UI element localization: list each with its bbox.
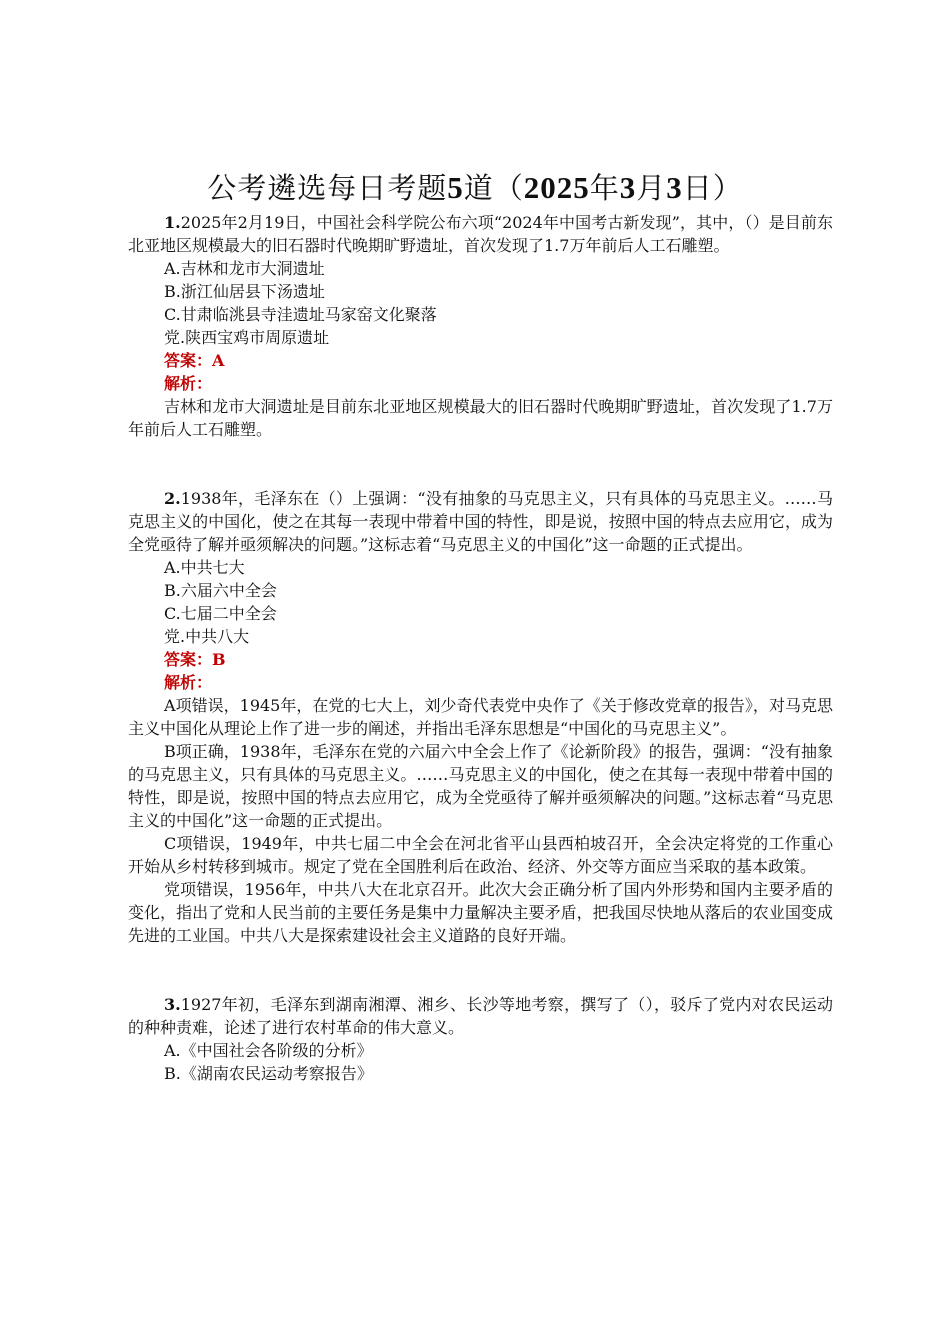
title-nian: 年 [589, 171, 620, 205]
question-3 [128, 993, 833, 1085]
option-a: A.中共七大 [164, 558, 245, 577]
option-c: C.七届二中全会 [164, 604, 277, 623]
title-suffix: 日） [682, 171, 743, 205]
question-text: 1927年初，毛泽东到湖南湘潭、湘乡、长沙等地考察，撰写了（），驳斥了党内对农民运动的种种责难，论述了进行农村革命的伟大意义。 [128, 995, 833, 1037]
question-text: 2025年2月19日，中国社会科学院公布六项“2024年中国考古新发现”，其中，（）是目前东北亚地区规模最大的旧石器时代晚期旷野遗址，首次发现了1.7万年前后人工石雕塑。 [128, 213, 833, 255]
page-title [0, 168, 950, 208]
question-stem [128, 211, 833, 257]
question-number: 3. [164, 995, 181, 1014]
option-c: C.甘肃临洮县寺洼遗址马家窑文化聚落 [164, 305, 437, 324]
title-prefix: 公考遴选每日考题 [207, 171, 448, 205]
analysis-paragraph: A项错误，1945年，在党的七大上，刘少奇代表党中央作了《关于修改党章的报告》，对马克思主义中国化从理论上作了进一步的阐述，并指出毛泽东思想是“中国化的马克思主义”。 [128, 696, 833, 738]
questions-body [128, 211, 833, 1085]
question-number: 2. [164, 489, 181, 508]
answer-label: 答案：B [164, 650, 226, 669]
question-text: 1938年，毛泽东在（）上强调：“没有抽象的马克思主义，只有具体的马克思主义。……马克思主义的中国化，使之在其每一表现中带着中国的特性，即是说，按照中国的特点去应用它，成为全党亟待了解并亟须解决的问题。”这标志着“马克思主义的中国化”这一命题的正式提出。 [128, 489, 833, 554]
title-month: 3 [619, 170, 637, 205]
analysis-paragraph: 吉林和龙市大洞遗址是目前东北亚地区规模最大的旧石器时代晚期旷野遗址，首次发现了1.7万年前后人工石雕塑。 [128, 397, 833, 439]
title-year: 2025 [523, 170, 590, 205]
option-d: 党.中共八大 [164, 627, 250, 646]
analysis-label: 解析： [164, 673, 213, 692]
option-b: B.《湖南农民运动考察报告》 [164, 1064, 373, 1083]
analysis-label: 解析： [164, 374, 213, 393]
question-stem [128, 487, 833, 556]
analysis-paragraph: C项错误，1949年，中共七届二中全会在河北省平山县西柏坡召开，全会决定将党的工作重心开始从乡村转移到城市。规定了党在全国胜利后在政治、经济、外交等方面应当采取的基本政策。 [128, 834, 833, 876]
title-mid: 道（ [463, 171, 524, 205]
question-1 [128, 211, 833, 441]
analysis-paragraph: 党项错误，1956年，中共八大在北京召开。此次大会正确分析了国内外形势和国内主要矛盾的变化，指出了党和人民当前的主要任务是集中力量解决主要矛盾，把我国尽快地从落后的农业国变成先进的工业国。中共八大是探索建设社会主义道路的良好开端。 [128, 880, 833, 945]
question-spacer [128, 441, 833, 487]
question-number: 1. [164, 213, 181, 232]
option-b: B.六届六中全会 [164, 581, 277, 600]
question-stem [128, 993, 833, 1039]
question-spacer [128, 947, 833, 993]
option-d: 党.陕西宝鸡市周原遗址 [164, 328, 330, 347]
title-yue: 月 [636, 171, 667, 205]
option-a: A.《中国社会各阶级的分析》 [164, 1041, 373, 1060]
option-b: B.浙江仙居县下汤遗址 [164, 282, 325, 301]
option-a: A.吉林和龙市大洞遗址 [164, 259, 325, 278]
title-count: 5 [447, 170, 464, 205]
analysis-paragraph: B项正确，1938年，毛泽东在党的六届六中全会上作了《论新阶段》的报告，强调：“没有抽象的马克思主义，只有具体的马克思主义。……马克思主义的中国化，使之在其每一表现中带着中国的特性，即是说，按照中国的特点去应用它，成为全党亟待了解并亟须解决的问题。”这标志着“马克思主义的中国化”这一命题的正式提出。 [128, 742, 833, 830]
answer-label: 答案：A [164, 351, 225, 370]
title-day: 3 [666, 170, 683, 205]
question-2 [128, 487, 833, 947]
